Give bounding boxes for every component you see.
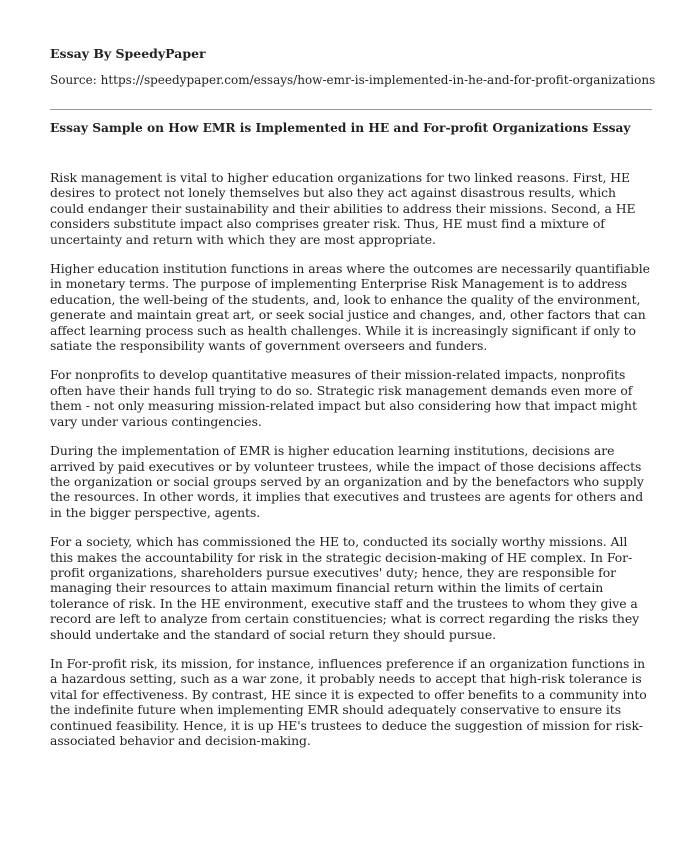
source-label: Source: [50,73,97,87]
paragraph-5: For a society, which has commissioned the HE to, conducted its socially worthy missions. All this makes the accountability for risk in the strategic decision-making of HE complex. In For-profit organizations, shareholders pursue executives' duty; hence, they are responsible for managing their resources to attain maximum financial return within the limits of certain tolerance of risk. In the HE environment, executive staff and the trustees to whom they give a record are left to analyze from certain constituencies; what is correct regarding the risks they should undertake and the standard of social return they should pursue. [50,534,640,642]
essay-title: Essay Sample on How EMR is Implemented in HE and For-profit Organizations Essay [50,121,631,135]
essay-body [50,170,652,762]
paragraph-4: During the implementation of EMR is higher education learning institutions, decisions are arrived by paid executives or by volunteer trustees, while the impact of those decisions affects the organization or social groups served by an organization and by the benefactors who supply the resources. In other words, it implies that executives and trustees are agents for others and in the bigger perspective, agents. [50,443,644,520]
source-line [50,72,655,88]
paragraph-6: In For-profit risk, its mission, for instance, influences preference if an organization functions in a hazardous setting, such as a war zone, it probably needs to accept that high-risk tolerance is vital for effectiveness. By contrast, HE since it is expected to offer benefits to a community into the indefinite future when implementing EMR should adequately conservative to ensure its continued feasibility. Hence, it is up HE's trustees to deduce the suggestion of mission for risk- associated behavior and decision-making. [50,655,647,748]
header-divider [50,109,652,110]
document-header-title: Essay By SpeedyPaper [50,46,206,61]
paragraph-1: Risk management is vital to higher education organizations for two linked reasons. First, HE desires to protect not lonely themselves but also they act against disastrous results, which could endanger their sustainability and their abilities to address their missions. Second, a HE considers substitute impact also comprises greater risk. Thus, HE must find a mixture of uncertainty and return with which they are most appropriate. [50,170,636,247]
paragraph-3: For nonprofits to develop quantitative measures of their mission-related impacts, nonprofits often have their hands full trying to do so. Strategic risk management demands even more of them - not only measuring mission-related impact but also considering how that impact might vary under various contingencies. [50,367,637,429]
source-url: https://speedypaper.com/essays/how-emr-is-implemented-in-he-and-for-profit-organizations [100,73,656,87]
paragraph-2: Higher education institution functions in areas where the outcomes are necessarily quantifiable in monetary terms. The purpose of implementing Enterprise Risk Management is to address education, the well-being of the students, and, look to enhance the quality of the environment, generate and maintain great art, or seek social justice and changes, and, other factors that can affect learning process such as health challenges. While it is increasingly significant if only to satiate the responsibility wants of government overseers and funders. [50,261,650,354]
